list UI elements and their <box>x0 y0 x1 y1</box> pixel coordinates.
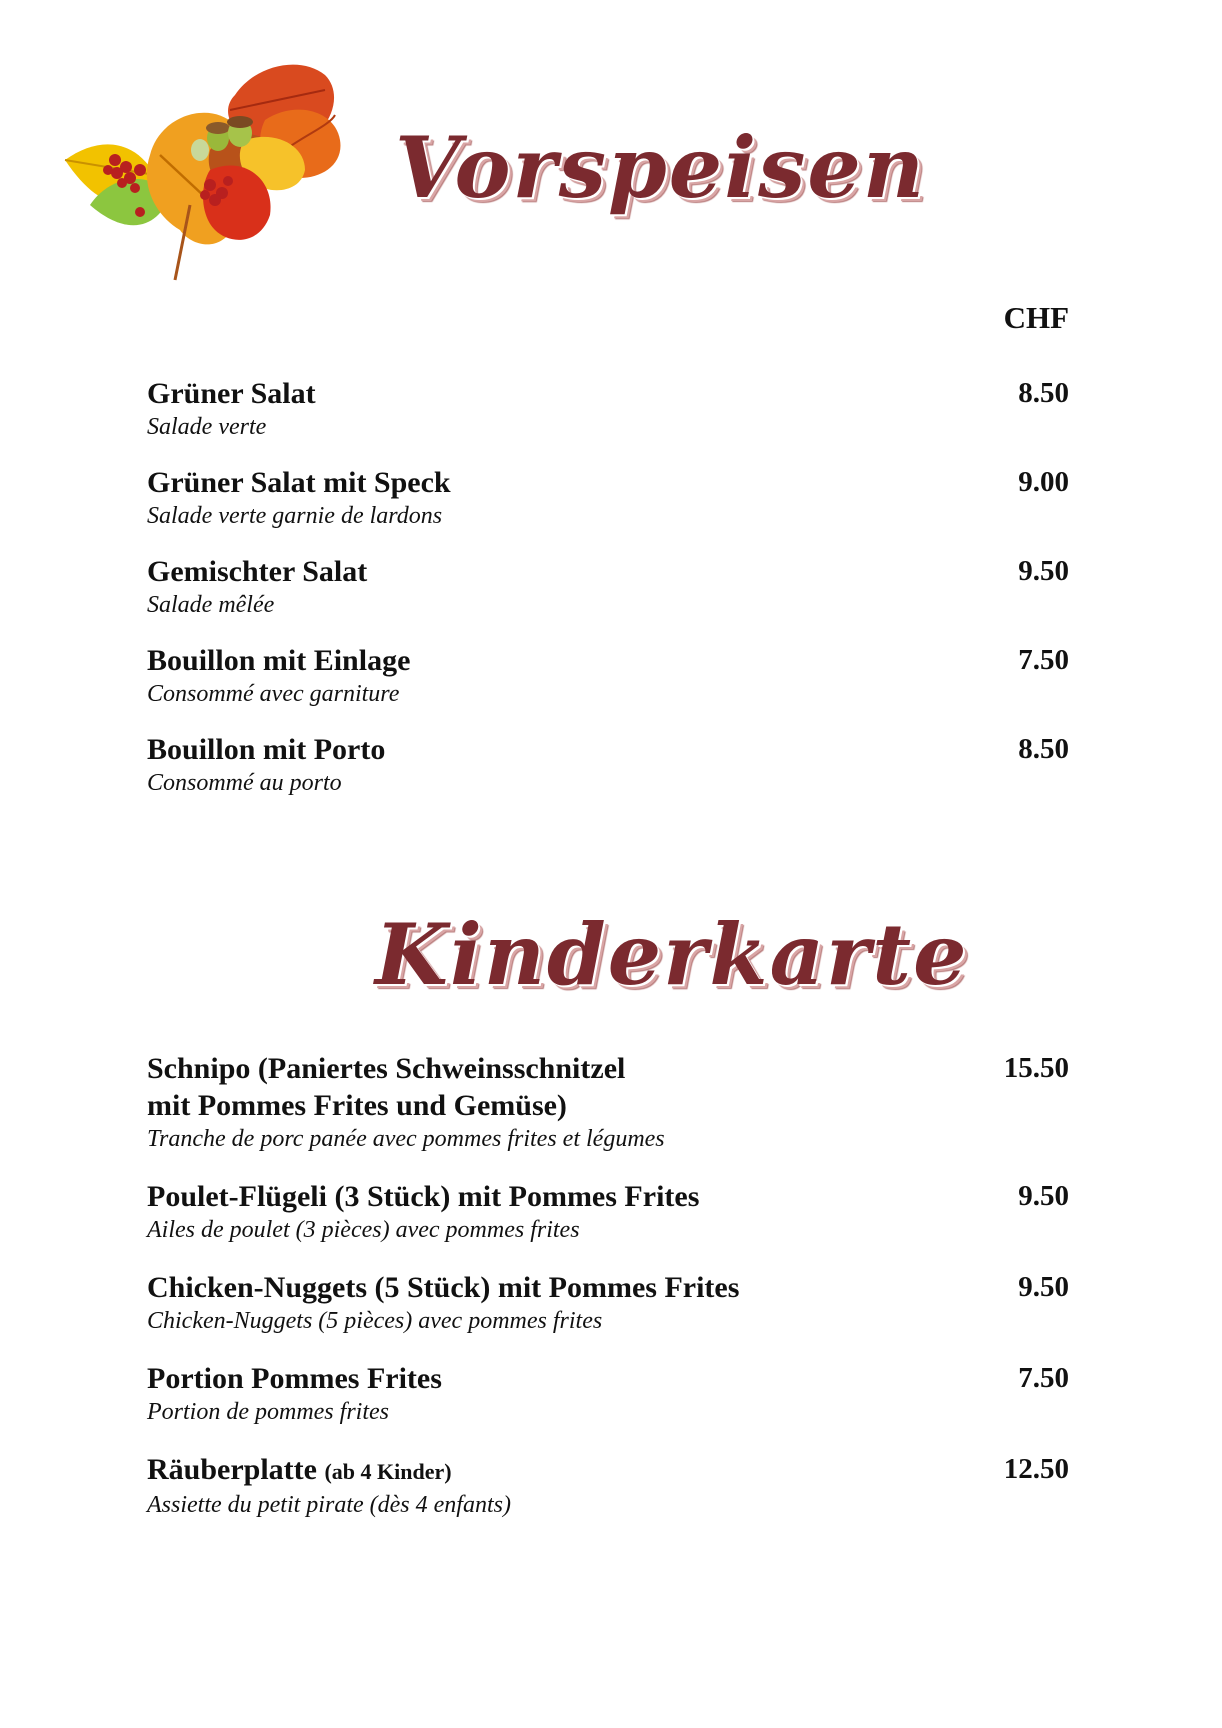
menu-item <box>147 1178 1069 1245</box>
menu-item <box>147 1269 1069 1336</box>
item-name-note: (ab 4 Kinder) <box>324 1459 452 1484</box>
item-description: Salade verte garnie de lardons <box>147 503 443 529</box>
item-name: Chicken-Nuggets (5 Stück) mit Pommes Frites <box>147 1271 740 1304</box>
item-price: 15.50 <box>1003 1052 1069 1084</box>
item-name: Portion Pommes Frites <box>147 1362 442 1395</box>
item-price: 9.50 <box>1018 1180 1069 1212</box>
menu-item <box>147 1451 1069 1520</box>
item-price: 8.50 <box>1018 377 1069 409</box>
section-title-kinderkarte: Kinderkarte <box>375 905 969 1004</box>
item-description: Salade verte <box>147 414 267 440</box>
item-description: Salade mêlée <box>147 592 275 618</box>
menu-list-vorspeisen <box>147 375 1069 820</box>
item-price: 9.50 <box>1018 1271 1069 1303</box>
menu-item <box>147 553 1069 620</box>
item-description: Tranche de porc panée avec pommes frites et légumes <box>147 1126 665 1152</box>
menu-list-kinderkarte <box>147 1050 1069 1544</box>
item-name: Bouillon mit Einlage <box>147 644 411 677</box>
menu-item <box>147 375 1069 442</box>
item-name: Gemischter Salat <box>147 555 368 588</box>
menu-item <box>147 464 1069 531</box>
item-name: Grüner Salat mit Speck <box>147 466 451 499</box>
item-price: 7.50 <box>1018 644 1069 676</box>
item-price: 8.50 <box>1018 733 1069 765</box>
item-name-wrapper <box>147 1451 907 1490</box>
menu-item <box>147 731 1069 798</box>
item-price: 12.50 <box>1003 1453 1069 1485</box>
item-description: Portion de pommes frites <box>147 1399 389 1425</box>
item-description: Chicken-Nuggets (5 pièces) avec pommes frites <box>147 1308 603 1334</box>
section-title-vorspeisen: Vorspeisen <box>395 118 926 217</box>
menu-item <box>147 642 1069 709</box>
autumn-leaves-icon <box>60 55 380 285</box>
item-price: 7.50 <box>1018 1362 1069 1394</box>
item-description: Consommé au porto <box>147 770 342 796</box>
menu-item <box>147 1360 1069 1427</box>
item-price: 9.50 <box>1018 555 1069 587</box>
item-name-line2: mit Pommes Frites und Gemüse) <box>147 1089 567 1122</box>
item-price: 9.00 <box>1018 466 1069 498</box>
item-description: Consommé avec garniture <box>147 681 400 707</box>
item-description: Assiette du petit pirate (dès 4 enfants) <box>147 1492 511 1518</box>
item-name-line1: Schnipo (Paniertes Schweinsschnitzel <box>147 1052 626 1085</box>
item-name: Räuberplatte <box>147 1453 317 1486</box>
item-name: Poulet-Flügeli (3 Stück) mit Pommes Frites <box>147 1180 700 1213</box>
currency-label: CHF <box>1003 300 1069 335</box>
item-name: Bouillon mit Porto <box>147 733 386 766</box>
item-name: Grüner Salat <box>147 377 316 410</box>
item-description: Ailes de poulet (3 pièces) avec pommes frites <box>147 1217 580 1243</box>
menu-item <box>147 1050 1069 1154</box>
